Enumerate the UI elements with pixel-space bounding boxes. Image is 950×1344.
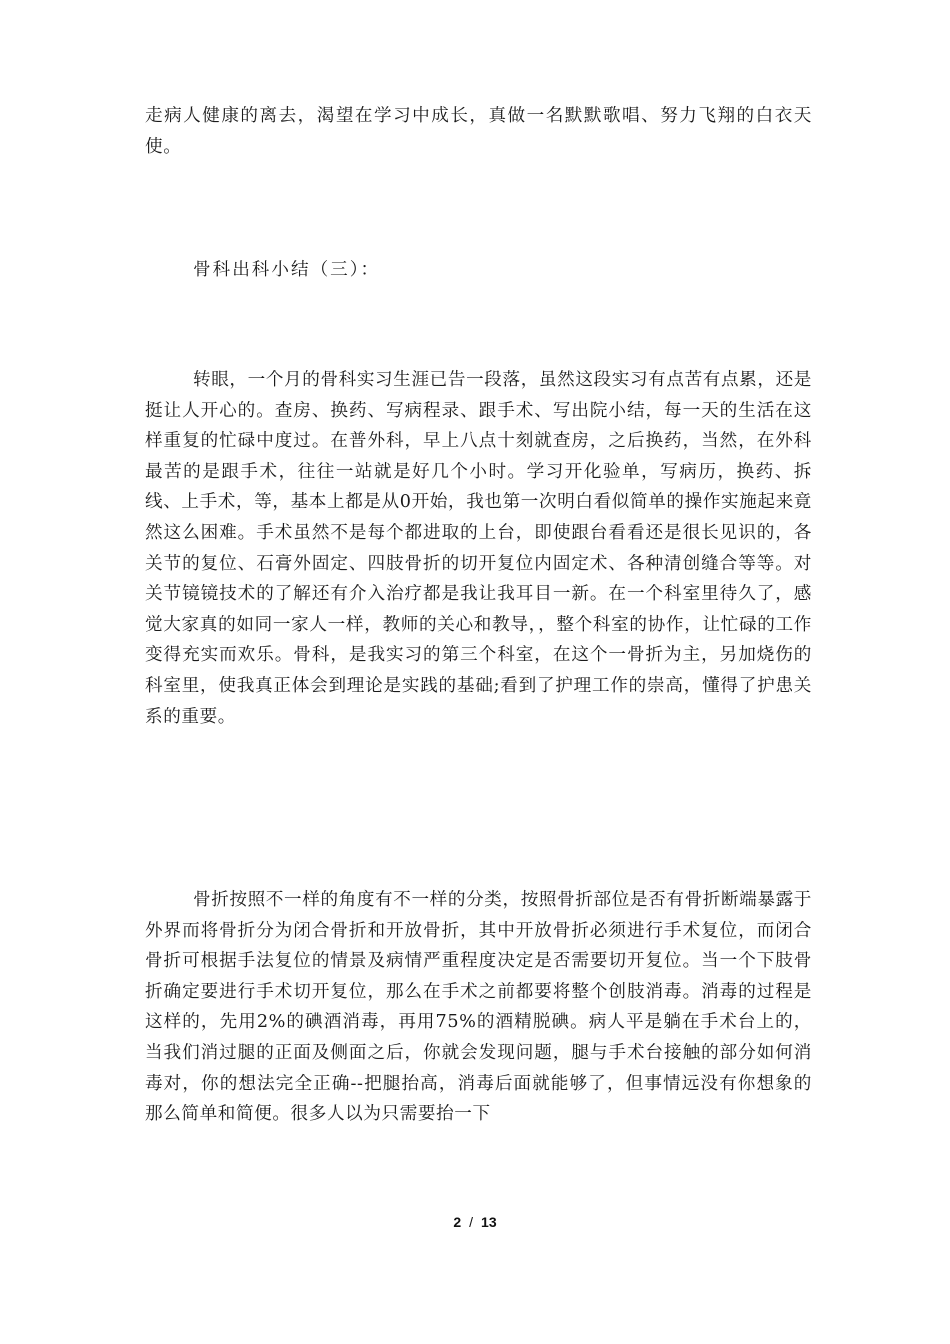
paragraph-summary: 转眼，一个月的骨科实习生涯已告一段落，虽然这段实习有点苦有点累，还是挺让人开心的。查房、换药、写病程录、跟手术、写出院小结，每一天的生活在这样重复的忙碌中度过。在普外科，早上八点十刻就查房，之后换药，当然，在外科最苦的是跟手术，往往一站就是好几个小时。学习开化验单，写病历，换药、拆线、上手术，等，基本上都是从0开始，我也第一次明白看似简单的操作实施起来竟然这么困难。手术虽然不是每个都进取的上台，即使跟台看看还是很长见识的，各关节的复位、石膏外固定、四肢骨折的切开复位内固定术、各种清创缝合等等。对关节镜镜技术的了解还有介入治疗都是我让我耳目一新。在一个科室里待久了，感觉大家真的如同一家人一样，教师的关心和教导，，整个科室的协作，让忙碌的工作变得充实而欢乐。骨科，是我实习的第三个科室，在这个一骨折为主，另加烧伤的科室里，使我真正体会到理论是实践的基础;看到了护理工作的崇高，懂得了护患关系的重要。	[145, 370, 812, 727]
paragraph-fracture: 骨折按照不一样的角度有不一样的分类，按照骨折部位是否有骨折断端暴露于外界而将骨折分为闭合骨折和开放骨折，其中开放骨折必须进行手术复位，而闭合骨折可根据手法复位的情景及病情严重程度决定是否需要切开复位。当一个下肢骨折确定要进行手术切开复位，那么在手术之前都要将整个创肢消毒。消毒的过程是这样的，先用2%的碘酒消毒，再用75%的酒精脱碘。病人平是躺在手术台上的，当我们消过腿的正面及侧面之后，你就会发现问题，腿与手术台接触的部分如何消毒对，你的想法完全正确--把腿抬高，消毒后面就能够了，但事情远没有你想象的那么简单和简便。很多人以为只需要抬一下	[145, 890, 812, 1125]
page-separator: /	[469, 1214, 474, 1230]
page-number	[0, 1212, 950, 1232]
paragraph-continued: 走病人健康的离去，渴望在学习中成长，真做一名默默歌唱、努力飞翔的白衣天使。	[145, 106, 812, 157]
total-pages-number: 13	[481, 1214, 497, 1230]
current-page-number: 2	[453, 1214, 462, 1230]
section-heading: 骨科出科小结（三）：	[193, 260, 381, 280]
